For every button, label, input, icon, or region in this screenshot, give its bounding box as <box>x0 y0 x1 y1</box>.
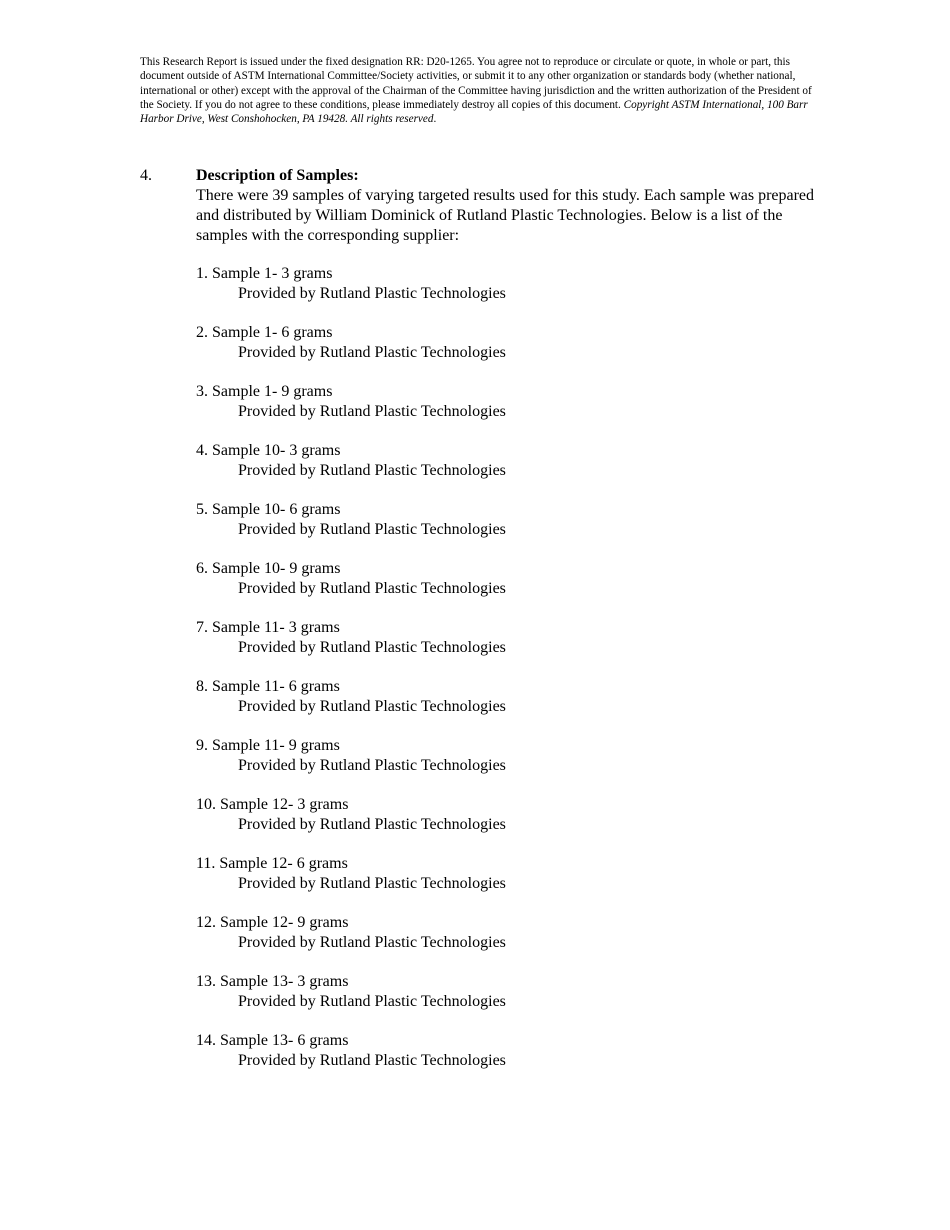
list-item <box>196 264 816 323</box>
sample-provider: Provided by Rutland Plastic Technologies <box>238 284 506 302</box>
section-title: Description of Samples: <box>196 167 359 184</box>
copyright-notice: This Research Report is issued under the fixed designation RR: D20-1265. You agree not to reproduce or circulate or quote, in whole or part, this document outside of ASTM International Committee/Society activities, or submit it to any other organization or standards body (whether national, international or other) except with the approval of the Chairman of the Committee having jurisdiction and the written authorization of the President of the Society. If you do not agree to these conditions, please immediately destroy all copies of this document. Copyright ASTM International, 100 Barr Harbor Drive, West Conshohocken, PA 19428. All rights reserved. <box>140 56 812 126</box>
sample-provider: Provided by Rutland Plastic Technologies <box>238 815 506 833</box>
sample-label: 12. Sample 12- 9 grams <box>196 914 349 931</box>
section-number: 4. <box>140 167 152 184</box>
sample-provider: Provided by Rutland Plastic Technologies <box>238 461 506 479</box>
list-item <box>196 795 816 854</box>
list-item <box>196 500 816 559</box>
sample-label: 6. Sample 10- 9 grams <box>196 560 341 577</box>
section-intro: There were 39 samples of varying targeted results used for this study. Each sample was prepared and distributed by William Dominick of Rutland Plastic Technologies. Below is a list of the samples with the corresponding supplier: <box>196 187 815 244</box>
list-item <box>196 1031 816 1090</box>
sample-label: 13. Sample 13- 3 grams <box>196 973 349 990</box>
sample-provider: Provided by Rutland Plastic Technologies <box>238 343 506 361</box>
sample-provider: Provided by Rutland Plastic Technologies <box>238 874 506 892</box>
list-item <box>196 677 816 736</box>
copyright-line: Copyright ASTM International, 100 Barr Harbor Drive, West Conshohocken, PA 19428. All rights reserved <box>140 98 808 126</box>
sample-provider: Provided by Rutland Plastic Technologies <box>238 697 506 715</box>
list-item <box>196 913 816 972</box>
sample-provider: Provided by Rutland Plastic Technologies <box>238 992 506 1010</box>
sample-label: 5. Sample 10- 6 grams <box>196 501 341 518</box>
sample-label: 9. Sample 11- 9 grams <box>196 737 340 754</box>
list-item <box>196 618 816 677</box>
list-item <box>196 736 816 795</box>
list-item <box>196 441 816 500</box>
sample-provider: Provided by Rutland Plastic Technologies <box>238 933 506 951</box>
list-item <box>196 323 816 382</box>
sample-provider: Provided by Rutland Plastic Technologies <box>238 520 506 538</box>
sample-label: 3. Sample 1- 9 grams <box>196 383 333 400</box>
sample-label: 4. Sample 10- 3 grams <box>196 442 341 459</box>
section-body <box>196 166 816 1090</box>
sample-label: 10. Sample 12- 3 grams <box>196 796 349 813</box>
sample-label: 11. Sample 12- 6 grams <box>196 855 348 872</box>
sample-provider: Provided by Rutland Plastic Technologies <box>238 638 506 656</box>
sample-label: 2. Sample 1- 6 grams <box>196 324 333 341</box>
sample-label: 1. Sample 1- 3 grams <box>196 265 333 282</box>
sample-provider: Provided by Rutland Plastic Technologies <box>238 579 506 597</box>
sample-label: 7. Sample 11- 3 grams <box>196 619 340 636</box>
list-item <box>196 382 816 441</box>
sample-provider: Provided by Rutland Plastic Technologies <box>238 402 506 420</box>
notice-text: This Research Report is issued under the fixed designation RR: D20-1265. You agree not to reproduce or circulate or quote, in whole or part, this document outside of ASTM International Committee/Society activities, or submit it to any other organization or standards body (whether national, international or other) except with the approval of the Chairman of the Committee having jurisdiction and the written authorization of the President of the Society. If you do not agree to these conditions, please immediately destroy all copies of this document. <box>140 56 812 111</box>
sample-label: 8. Sample 11- 6 grams <box>196 678 340 695</box>
sample-provider: Provided by Rutland Plastic Technologies <box>238 1051 506 1069</box>
list-item <box>196 972 816 1031</box>
sample-list <box>196 264 816 1090</box>
list-item <box>196 559 816 618</box>
list-item <box>196 854 816 913</box>
sample-provider: Provided by Rutland Plastic Technologies <box>238 756 506 774</box>
sample-label: 14. Sample 13- 6 grams <box>196 1032 349 1049</box>
